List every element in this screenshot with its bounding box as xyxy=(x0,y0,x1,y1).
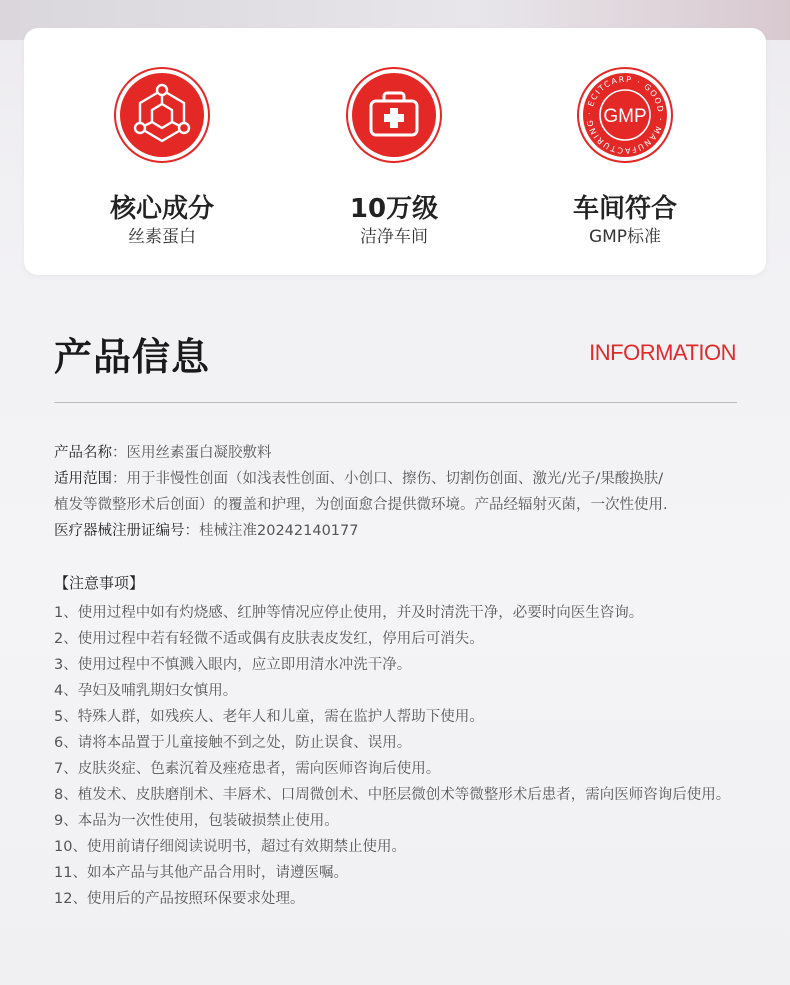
seal-ring-text: · ECITCARP · GOOD · MANUFACTURING xyxy=(584,74,666,156)
product-info xyxy=(54,440,744,544)
feature-title: 核心成分 xyxy=(109,194,214,224)
list-item: 7、皮肤炎症、色素沉着及痤疮患者，需向医师咨询后使用。 xyxy=(54,761,441,777)
info-value: 医用丝素蛋白凝胶敷料 xyxy=(126,445,272,461)
info-row-name xyxy=(54,440,744,466)
list-item: 11、如本产品与其他产品合用时，请遵医嘱。 xyxy=(54,865,348,881)
feature-title: 车间符合 xyxy=(572,194,677,224)
section-title: 产品信息 xyxy=(54,335,211,379)
info-value: 桂械注准20242140177 xyxy=(199,523,359,539)
list-item: 6、请将本品置于儿童接触不到之处，防止误食、误用。 xyxy=(54,735,412,751)
list-item: 2、使用过程中若有轻微不适或偶有皮肤表皮发红，停用后可消失。 xyxy=(54,631,484,647)
section-divider xyxy=(54,402,737,403)
info-value: 用于非慢性创面（如浅表性创面、小创口、擦伤、切割伤创面、激光/光子/果酸换肤/ xyxy=(126,471,664,487)
info-sep: ： xyxy=(112,471,127,487)
list-item: 1、使用过程中如有灼烧感、红肿等情况应停止使用，并及时清洗干净，必要时向医生咨询。 xyxy=(54,605,644,621)
notes-list xyxy=(54,600,744,912)
info-sep: ： xyxy=(184,523,199,539)
molecule-icon xyxy=(113,66,211,164)
info-label: 产品名称 xyxy=(54,445,112,461)
feature-clean-room xyxy=(284,66,504,248)
list-item: 3、使用过程中不慎溅入眼内，应立即用清水冲洗干净。 xyxy=(54,657,412,673)
medical-kit-icon xyxy=(345,66,443,164)
feature-gmp xyxy=(515,66,735,248)
features-card xyxy=(24,28,766,275)
feature-core-ingredient xyxy=(52,66,272,248)
info-row-scope-cont xyxy=(54,492,744,518)
list-item: 10、使用前请仔细阅读说明书，超过有效期禁止使用。 xyxy=(54,839,406,855)
feature-subtitle: 洁净车间 xyxy=(360,227,428,247)
gmp-seal-icon xyxy=(576,66,674,164)
list-item: 5、特殊人群，如残疾人、老年人和儿童，需在监护人帮助下使用。 xyxy=(54,709,484,725)
list-item: 8、植发术、皮肤磨削术、丰唇术、口周微创术、中胚层微创术等微整形术后患者，需向医师咨询后使用。 xyxy=(54,787,731,803)
feature-title: 10万级 xyxy=(349,194,439,224)
info-label: 适用范围 xyxy=(54,471,112,487)
feature-subtitle: GMP标准 xyxy=(588,227,662,247)
section-title-en: INFORMATION xyxy=(589,340,736,365)
list-item: 12、使用后的产品按照环保要求处理。 xyxy=(54,891,305,907)
notes-title: 【注意事项】 xyxy=(54,574,145,592)
feature-subtitle: 丝素蛋白 xyxy=(128,227,196,247)
info-sep: ： xyxy=(112,445,127,461)
info-value: 植发等微整形术后创面）的覆盖和护理，为创面愈合提供微环境。产品经辐射灭菌，一次性使用. xyxy=(54,497,668,513)
list-item: 9、本品为一次性使用，包装破损禁止使用。 xyxy=(54,813,339,829)
list-item: 4、孕妇及哺乳期妇女慎用。 xyxy=(54,683,238,699)
info-label: 医疗器械注册证编号 xyxy=(54,523,185,539)
seal-center-text: GMP xyxy=(603,106,647,127)
info-row-scope xyxy=(54,466,744,492)
info-row-registration xyxy=(54,518,744,544)
